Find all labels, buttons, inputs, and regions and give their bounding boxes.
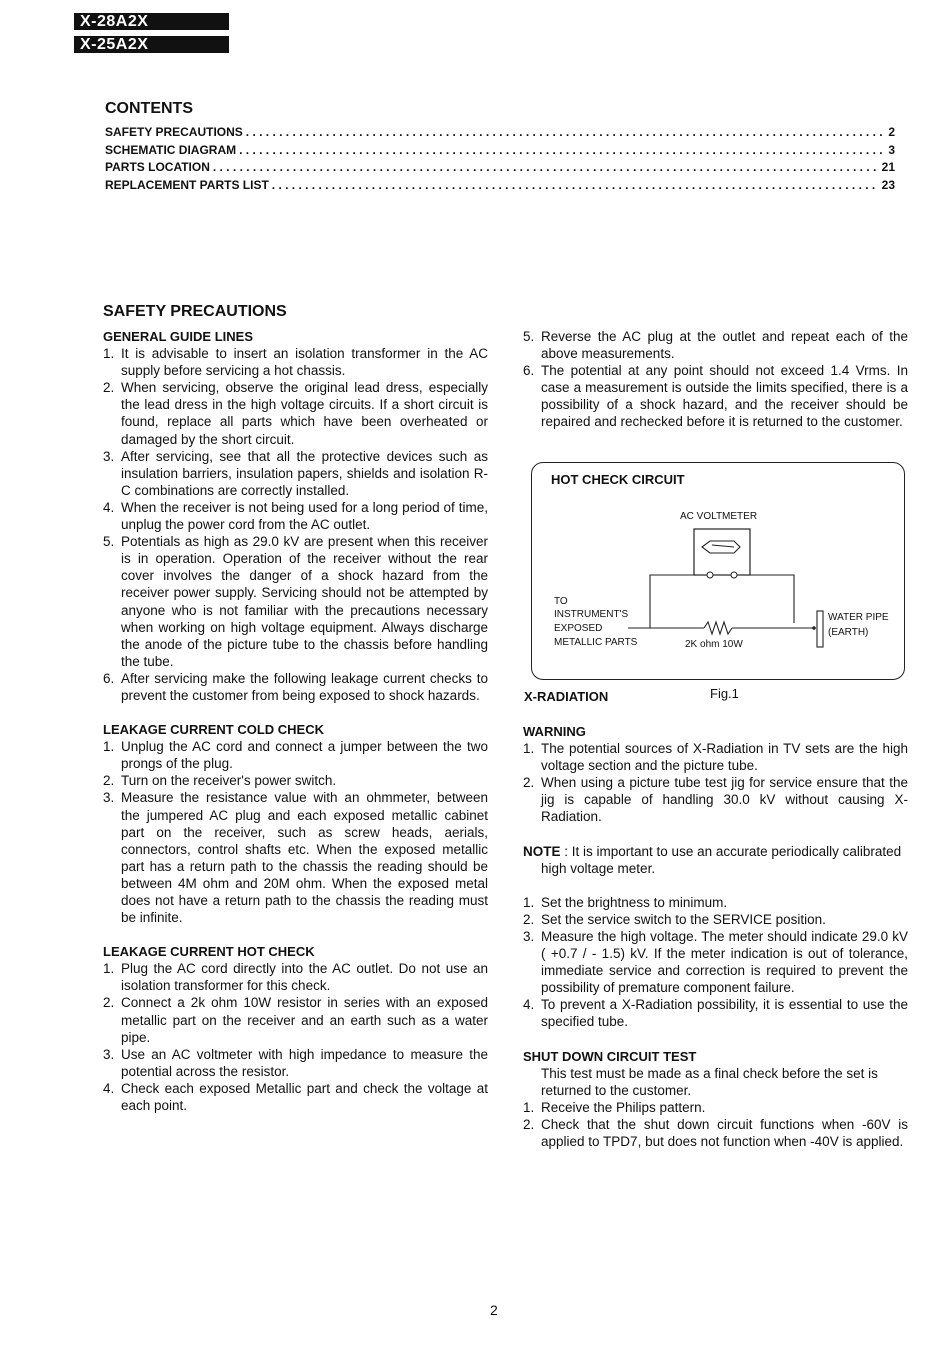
item-text: The potential sources of X-Radiation in TV sets are the high voltage section and the picture tube. — [541, 741, 908, 774]
item-number: 1. — [523, 1099, 535, 1115]
item-number: 2. — [103, 380, 115, 396]
list-item — [103, 533, 488, 670]
cold-check-heading: LEAKAGE CURRENT COLD CHECK — [103, 722, 324, 738]
item-number: 1. — [523, 741, 535, 757]
item-text: When using a picture tube test jig for service ensure that the jig is capable of handling 30.0 kV without causing X-Radiation. — [541, 775, 908, 825]
toc-entry-page: 3 — [888, 142, 895, 157]
toc-entry-page: 23 — [881, 177, 895, 192]
list-item — [523, 740, 908, 774]
item-number: 6. — [103, 670, 115, 686]
toc-entry[interactable] — [105, 159, 895, 177]
list-item — [523, 774, 908, 825]
list-item — [103, 1046, 488, 1080]
hot-check-heading: LEAKAGE CURRENT HOT CHECK — [103, 944, 315, 960]
toc-entry-label: PARTS LOCATION — [105, 160, 210, 174]
item-number: 6. — [523, 363, 535, 379]
exposed-label: EXPOSED — [554, 623, 603, 634]
item-number: 2. — [103, 773, 115, 789]
item-text: Reverse the AC plug at the outlet and repeat each of the above measurements. — [541, 329, 908, 362]
water-pipe-label: WATER PIPE — [828, 612, 889, 623]
toc-entry-page: 21 — [881, 160, 895, 174]
item-number: 3. — [103, 448, 115, 464]
list-item — [103, 738, 488, 772]
list-item — [103, 499, 488, 533]
item-text: To prevent a X-Radiation possibility, it is essential to use the specified tube. — [541, 997, 908, 1030]
earth-label: (EARTH) — [828, 627, 869, 638]
cold-check-list — [103, 738, 488, 926]
item-number: 3. — [103, 1046, 115, 1062]
list-item — [523, 1116, 908, 1150]
item-number: 2. — [523, 911, 535, 927]
terminal-left — [707, 572, 713, 578]
meter-needle — [712, 545, 734, 547]
terminal-right — [731, 572, 737, 578]
item-number: 1. — [523, 894, 535, 910]
item-text: Connect a 2k ohm 10W resistor in series with an exposed metallic part on the receiver and an earth such as a water pipe. — [121, 995, 488, 1045]
high-voltage-steps — [523, 894, 908, 1031]
note-paragraph — [523, 843, 908, 877]
toc-entry-page: 2 — [888, 125, 895, 139]
toc-leader — [246, 124, 886, 142]
list-item — [523, 928, 908, 996]
warning-list — [523, 740, 908, 825]
item-text: Measure the high voltage. The meter should indicate 29.0 kV ( +0.7 / - 1.5) kV. If the meter indication is out of tolerance, immediate service and correction is required to prevent the possibility of premature component failure. — [541, 928, 908, 996]
hot-check-list — [103, 960, 488, 1114]
to-label: TO — [554, 596, 568, 607]
item-text: The potential at any point should not exceed 1.4 Vrms. In case a measurement is outside the limits specified, there is a possibility of a shock hazard, and the receiver should be repaired and rechecked before it is returned to the customer. — [541, 363, 908, 430]
list-item — [523, 894, 908, 911]
list-item — [103, 1080, 488, 1114]
continued-list — [523, 328, 908, 431]
xradiation-heading: X-RADIATION — [524, 689, 609, 704]
toc-leader — [272, 177, 879, 195]
section-title-safety: SAFETY PRECAUTIONS — [103, 303, 287, 320]
left-column — [103, 328, 488, 1114]
table-of-contents — [105, 100, 895, 194]
toc-entry[interactable] — [105, 124, 895, 142]
wire-left — [650, 575, 707, 623]
item-text: Unplug the AC cord and connect a jumper between the two prongs of the plug. — [121, 739, 488, 772]
item-number: 2. — [103, 995, 115, 1011]
warning-heading: WARNING — [523, 724, 586, 739]
item-number: 3. — [103, 790, 115, 806]
voltmeter-box — [694, 529, 750, 575]
right-column-bottom — [523, 723, 908, 1150]
shutdown-list — [523, 1099, 908, 1150]
resistor-symbol — [704, 622, 732, 634]
model-tag-2: X-25A2X — [74, 36, 229, 53]
toc-leader — [239, 142, 885, 160]
item-number: 1. — [103, 346, 115, 362]
note-text: : It is important to use an accurate periodically calibrated high voltage meter. — [541, 843, 902, 876]
item-number: 1. — [103, 961, 115, 977]
toc-entry[interactable] — [105, 177, 895, 195]
model-tag-1: X-28A2X — [74, 13, 229, 30]
list-item — [103, 772, 488, 789]
list-item — [523, 362, 908, 430]
item-text: Set the brightness to minimum. — [541, 894, 728, 910]
item-number: 4. — [103, 1080, 115, 1096]
item-text: Turn on the receiver's power switch. — [121, 773, 337, 789]
circuit-title: HOT CHECK CIRCUIT — [551, 472, 685, 487]
toc-entry-label: SAFETY PRECAUTIONS — [105, 125, 243, 139]
shutdown-heading: SHUT DOWN CIRCUIT TEST — [523, 1048, 697, 1064]
item-number: 4. — [103, 499, 115, 515]
list-item — [523, 1099, 908, 1116]
toc-leader — [213, 159, 879, 177]
meter-dial-icon — [702, 541, 740, 553]
item-text: After servicing, see that all the protective devices such as insulation barriers, insulation papers, shields and isolation R-C combinations are correctly installed. — [121, 448, 488, 498]
note-label: NOTE — [523, 843, 561, 859]
item-text: It is advisable to insert an isolation transformer in the AC supply before servicing a hot chassis. — [121, 346, 488, 379]
contents-title: CONTENTS — [105, 100, 193, 117]
general-list — [103, 345, 488, 704]
page-number: 2 — [490, 1302, 498, 1318]
list-item — [103, 379, 488, 447]
list-item — [523, 911, 908, 928]
item-text: Potentials as high as 29.0 kV are present when this receiver is in operation. Operation of the receiver without the rear cover involves the danger of a shock hazard from the receiver power supply. Servicing should not be attempted by anyone who is not familiar with the precautions necessary when working on high voltage equipment. Always discharge the anode of the picture tube to the chassis before handling the tube. — [121, 534, 488, 669]
voltmeter-label: AC VOLTMETER — [680, 511, 758, 522]
item-number: 5. — [103, 534, 115, 550]
item-text: When servicing, observe the original lead dress, especially the lead dress in the high voltage circuits. If a short circuit is found, replace all parts which have been overheated or damaged by the short circuit. — [121, 380, 488, 447]
list-item — [103, 789, 488, 926]
toc-entry-label: REPLACEMENT PARTS LIST — [105, 177, 269, 192]
item-text: After servicing make the following leakage current checks to prevent the customer from being exposed to shock hazards. — [121, 670, 488, 703]
toc-entry-label: SCHEMATIC DIAGRAM — [105, 142, 237, 157]
list-item — [523, 328, 908, 362]
list-item — [103, 448, 488, 499]
item-text: Measure the resistance value with an ohmmeter, between the jumpered AC plug and each exposed metallic cabinet part on the receiver, such as screw heads, aerials, connectors, control shafts etc. When the exposed metallic part has a return path to the chassis the reading should be between 4M ohm and 20M ohm. When the exposed metal does not have a return path to the chassis the reading must be infinite. — [121, 790, 488, 926]
item-number: 1. — [103, 739, 115, 755]
instruments-label: INSTRUMENT'S — [554, 609, 629, 620]
item-text: When the receiver is not being used for a long period of time, unplug the power cord from the AC outlet. — [121, 499, 488, 533]
list-item — [103, 345, 488, 379]
item-text: Plug the AC cord directly into the AC outlet. Do not use an isolation transformer for this check. — [121, 961, 488, 994]
list-item — [103, 670, 488, 704]
list-item — [103, 960, 488, 994]
list-item — [523, 996, 908, 1030]
item-text: Set the service switch to the SERVICE position. — [541, 911, 826, 927]
right-column-top — [523, 328, 908, 431]
figure-caption: Fig.1 — [710, 686, 739, 701]
item-text: Use an AC voltmeter with high impedance to measure the potential across the resistor. — [121, 1046, 488, 1079]
metallic-parts-label: METALLIC PARTS — [554, 637, 638, 648]
shutdown-intro: This test must be made as a final check before the set is returned to the customer. — [541, 1065, 878, 1098]
item-number: 3. — [523, 928, 535, 944]
item-number: 2. — [523, 775, 535, 791]
item-number: 4. — [523, 997, 535, 1013]
item-text: Check that the shut down circuit functions when -60V is applied to TPD7, but does not function when -40V is applied. — [541, 1116, 908, 1149]
item-number: 2. — [523, 1116, 535, 1132]
hot-check-circuit-diagram — [531, 462, 905, 680]
item-text: Check each exposed Metallic part and check the voltage at each point. — [121, 1080, 488, 1114]
item-text: Receive the Philips pattern. — [541, 1099, 706, 1115]
general-heading: GENERAL GUIDE LINES — [103, 329, 254, 344]
resistor-label: 2K ohm 10W — [685, 639, 743, 650]
list-item — [103, 994, 488, 1045]
wire-right — [737, 575, 794, 623]
water-pipe-symbol — [817, 611, 823, 647]
item-number: 5. — [523, 329, 535, 344]
toc-entry[interactable] — [105, 142, 895, 160]
